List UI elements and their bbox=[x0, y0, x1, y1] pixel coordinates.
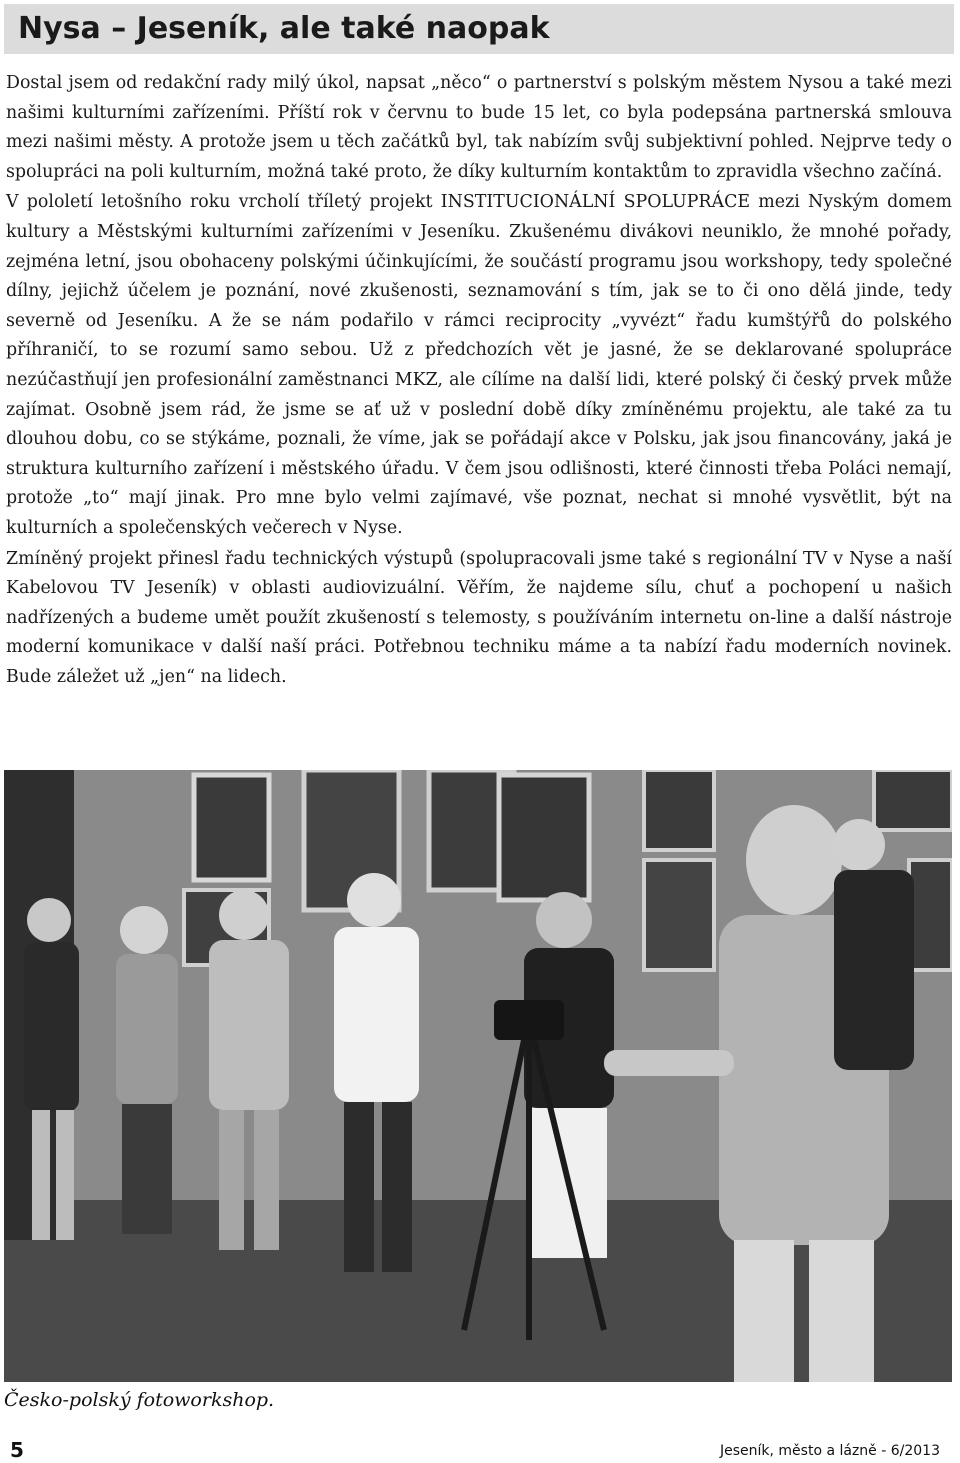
photo-painting bbox=[194, 775, 269, 880]
article-body bbox=[6, 69, 952, 693]
photo-person-2 bbox=[116, 906, 178, 1234]
title-bar bbox=[4, 4, 954, 54]
article-paragraph-1: Dostal jsem od redakční rady milý úkol, napsat „něco“ o partnerství s polským městem Nysou a také mezi našimi kulturními zařízeními. Příští rok v červnu to bude 15 let, co byla podepsána partnerská smlouva mezi našimi městy. A protože jsem u těch začátků byl, tak nabízím svůj subjektivní pohled. Nejprve tedy o spolupráci na poli kulturním, možná také proto, že díky kulturním kontaktům to zpravidla všechno začíná. bbox=[6, 73, 952, 182]
photo-illustration bbox=[4, 770, 952, 1382]
article-paragraph-2: V pololetí letošního roku vrcholí tříletý projekt INSTITUCIONÁLNÍ SPOLUPRÁCE mezi Nyským domem kultury a Městskými kulturními zařízeními v Jeseníku. Zkušenému divákovi neuniklo, že mnohé pořady, zejména letní, jsou obohaceny polskými účinkujícími, že součástí programu jsou workshopy, tedy společné dílny, jejichž účelem je poznání, nové zkušenosti, seznamování s tím, jak se to či ono dělá jinde, tedy severně od Jeseníku. A že se nám podařilo v rámci reciprocity „vyvézt“ řadu kumštýřů do polského příhraničí, to se rozumí samo sebou. Už z předchozích vět je jasné, že se deklarované spolupráce nezúčastňují jen profesionální zaměstnanci MKZ, ale cílíme na další lidi, které polský či český prvek může zajímat. Osobně jsem rád, že jsme se ať už v poslední době díky zmíněnému projektu, ale také za tu dlouhou dobu, co se stýkáme, poznali, že víme, jak se pořádají akce v Polsku, jak jsou financovány, jaká je struktura kulturního zařízení i městského úřadu. V čem jsou odlišnosti, které činnosti třeba Poláci nemají, protože „to“ mají jinak. Pro mne bylo velmi zajímavé, vše poznat, nechat si mnohé vysvětlit, být na kulturních a společenských večerech v Nyse. bbox=[6, 192, 952, 538]
article-photo bbox=[4, 770, 952, 1382]
photo-caption: Česko-polský fotoworkshop. bbox=[4, 1389, 275, 1411]
article-paragraph-3: Zmíněný projekt přinesl řadu technických výstupů (spolupracovali jsme také s regionální TV v Nyse a naší Kabelovou TV Jeseník) v oblasti audiovizuální. Věřím, že najdeme sílu, chuť a pochopení u našich nadřízených a budeme umět použít zkušeností s telemosty, s používáním internetu on-line a další nástroje moderní komunikace v další naší práci. Potřebnou techniku máme a ta nabízí řadu moderních novinek. Bude záležet už „jen“ na lidech. bbox=[6, 548, 952, 687]
publication-footer: Jeseník, město a lázně - 6/2013 bbox=[719, 1443, 940, 1459]
photo-painting bbox=[644, 770, 714, 850]
article-title: Nysa – Jeseník, ale také naopak bbox=[18, 11, 550, 46]
photo-painting bbox=[499, 775, 589, 900]
photo-painting bbox=[874, 770, 952, 830]
photo-painting bbox=[644, 860, 714, 970]
page-number: 5 bbox=[10, 1438, 24, 1462]
photo-painting bbox=[909, 860, 952, 970]
